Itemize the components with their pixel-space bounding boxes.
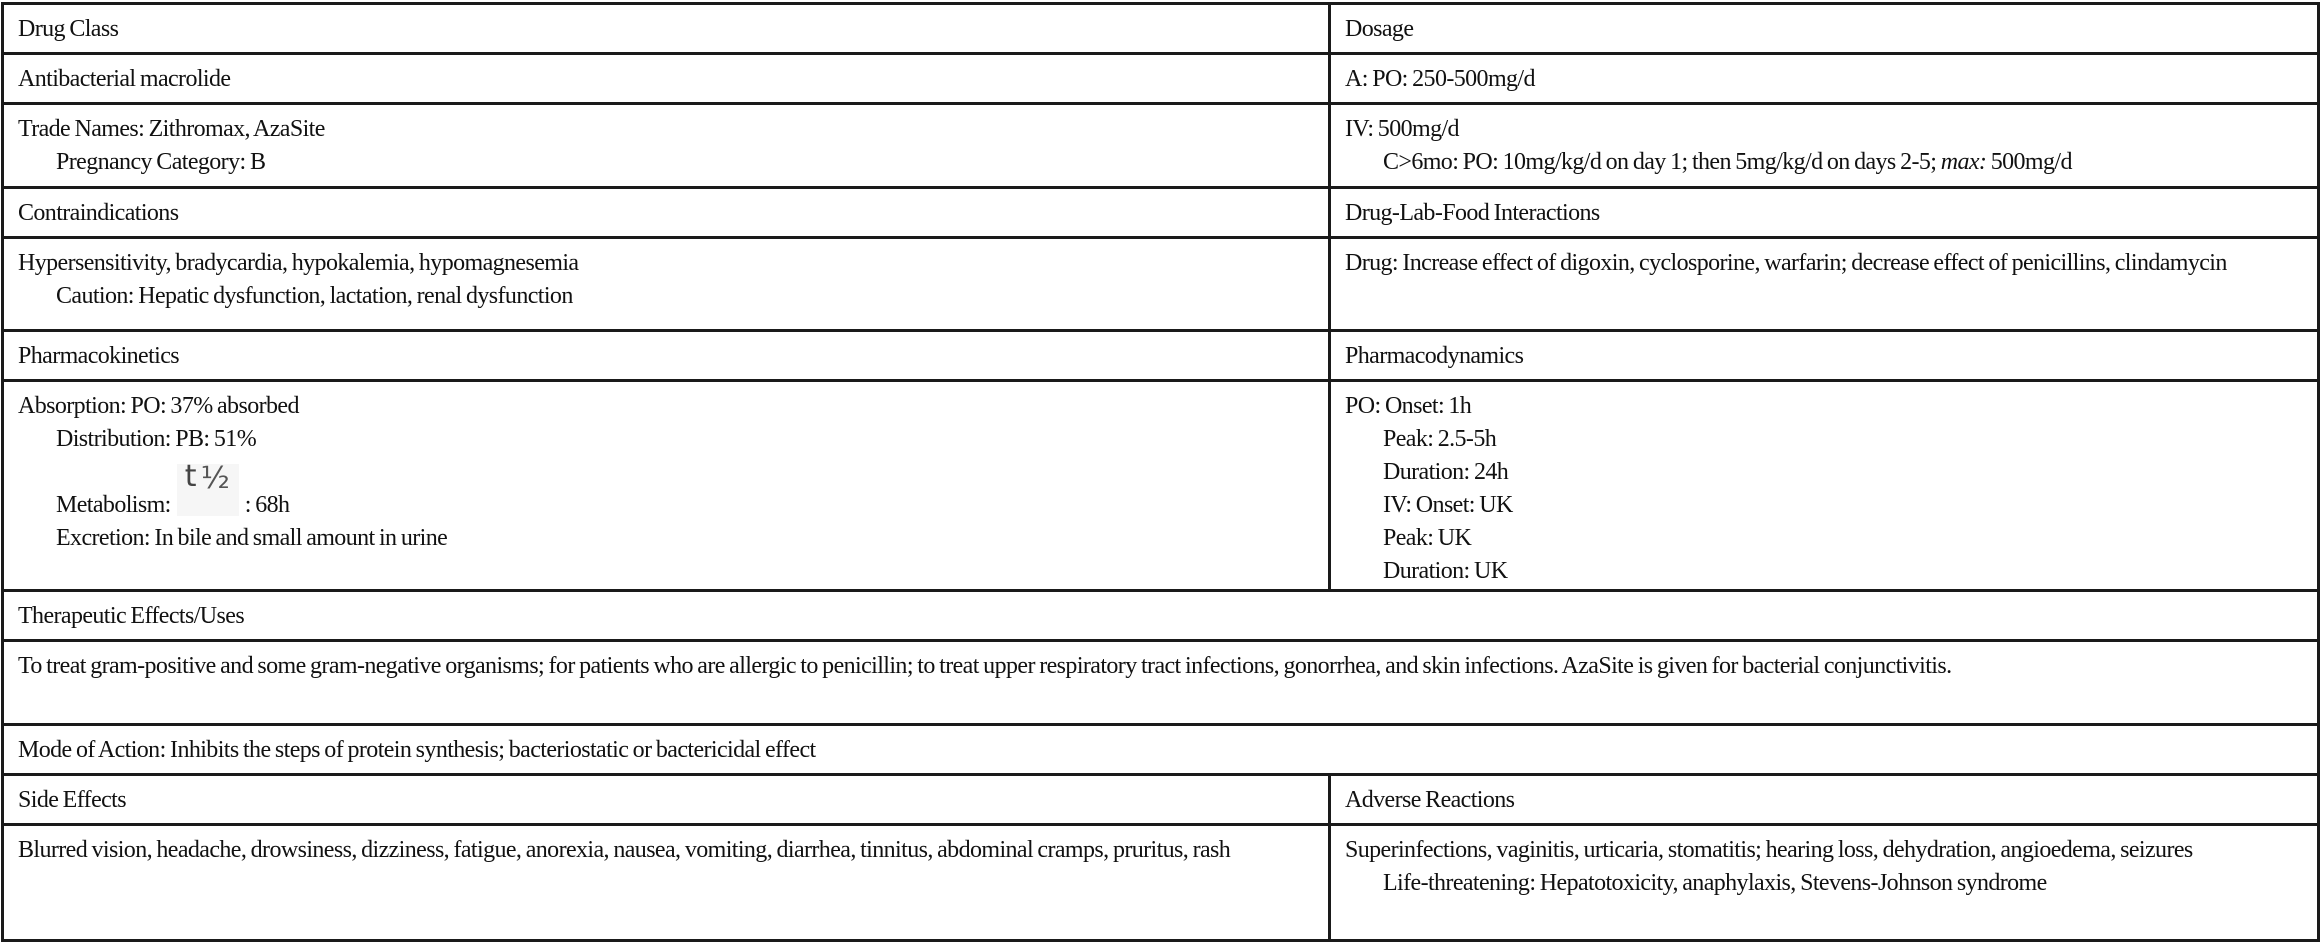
trade-names-cell bbox=[3, 104, 1330, 188]
pd-iv-duration: Duration: UK bbox=[1383, 558, 1508, 584]
table-row bbox=[3, 54, 2319, 104]
drug-card-table bbox=[1, 2, 2320, 942]
side-effects-value: Blurred vision, headache, drowsiness, dizziness, fatigue, anorexia, nausea, vomiting, diarrhea, tinnitus, abdominal cramps, pruritus, rash bbox=[18, 837, 1231, 863]
pd-po-onset: PO: Onset: 1h bbox=[1345, 393, 1472, 419]
half-life-t: t bbox=[184, 459, 197, 494]
therapeutic-value: To treat gram-positive and some gram-negative organisms; for patients who are allergic to penicillin; to treat upper respiratory tract infections, gonorrhea, and skin infections. AzaSite is given for bacterial conjunctivitis. bbox=[18, 653, 1952, 679]
side-effects-header: Side Effects bbox=[3, 775, 1330, 825]
pd-iv-peak: Peak: UK bbox=[1383, 525, 1472, 551]
half-life-fraction: ½ bbox=[200, 461, 230, 496]
table-row bbox=[3, 725, 2319, 775]
mode-of-action: Mode of Action: Inhibits the steps of protein synthesis; bacteriostatic or bactericidal effect bbox=[3, 725, 2319, 775]
pharmacodynamics-cell bbox=[1330, 381, 2319, 591]
drug-class-header: Drug Class bbox=[3, 4, 1330, 54]
pregnancy-category: Pregnancy Category: B bbox=[56, 149, 266, 175]
dosage-max-label: max: bbox=[1940, 149, 1987, 175]
half-life-icon bbox=[177, 459, 239, 516]
table-row bbox=[3, 641, 2319, 725]
drug-class-value: Antibacterial macrolide bbox=[3, 54, 1330, 104]
therapeutic-header: Therapeutic Effects/Uses bbox=[3, 591, 2319, 641]
dosage-child bbox=[1345, 146, 2303, 179]
table-row bbox=[3, 591, 2319, 641]
table-row bbox=[3, 188, 2319, 238]
dosage-max-value: 500mg/d bbox=[1986, 149, 2072, 175]
interactions-drug: Drug: Increase effect of digoxin, cyclosporine, warfarin; decrease effect of penicillins, clindamycin bbox=[1345, 250, 2227, 276]
pharmacokinetics-header: Pharmacokinetics bbox=[3, 331, 1330, 381]
trade-names: Trade Names: Zithromax, AzaSite bbox=[18, 116, 325, 142]
adverse-reactions-cell bbox=[1330, 825, 2319, 941]
side-effects-cell bbox=[3, 825, 1330, 941]
pd-iv-onset: IV: Onset: UK bbox=[1383, 492, 1513, 518]
table-row bbox=[3, 775, 2319, 825]
pd-po-duration: Duration: 24h bbox=[1383, 459, 1509, 485]
contraindications-value: Hypersensitivity, bradycardia, hypokalemia, hypomagnesemia bbox=[18, 250, 579, 276]
table-row bbox=[3, 331, 2319, 381]
dosage-adult-po: A: PO: 250-500mg/d bbox=[1330, 54, 2319, 104]
contraindications-cell bbox=[3, 238, 1330, 331]
adverse-reactions-header: Adverse Reactions bbox=[1330, 775, 2319, 825]
table-row bbox=[3, 238, 2319, 331]
adverse-reactions-value: Superinfections, vaginitis, urticaria, stomatitis; hearing loss, dehydration, angioedema, seizures bbox=[1345, 837, 2193, 863]
adverse-life-threatening: Life-threatening: Hepatotoxicity, anaphylaxis, Stevens-Johnson syndrome bbox=[1383, 870, 2047, 896]
pk-excretion: Excretion: In bile and small amount in urine bbox=[56, 525, 448, 551]
pk-metabolism-value: : 68h bbox=[244, 492, 290, 518]
dosage-iv: IV: 500mg/d bbox=[1345, 116, 1459, 142]
interactions-cell bbox=[1330, 238, 2319, 331]
pk-metabolism bbox=[18, 459, 1314, 522]
dosage-header: Dosage bbox=[1330, 4, 2319, 54]
pharmacokinetics-cell bbox=[3, 381, 1330, 591]
pd-po-peak: Peak: 2.5-5h bbox=[1383, 426, 1497, 452]
pk-metabolism-label: Metabolism: bbox=[56, 492, 171, 518]
table-row bbox=[3, 825, 2319, 941]
therapeutic-cell bbox=[3, 641, 2319, 725]
pharmacodynamics-header: Pharmacodynamics bbox=[1330, 331, 2319, 381]
table-row bbox=[3, 4, 2319, 54]
dosage-iv-cell bbox=[1330, 104, 2319, 188]
table-row bbox=[3, 381, 2319, 591]
contraindications-caution: Caution: Hepatic dysfunction, lactation, renal dysfunction bbox=[56, 283, 573, 309]
contraindications-header: Contraindications bbox=[3, 188, 1330, 238]
pk-absorption: Absorption: PO: 37% absorbed bbox=[18, 393, 299, 419]
interactions-header: Drug-Lab-Food Interactions bbox=[1330, 188, 2319, 238]
dosage-child-text: C>6mo: PO: 10mg/kg/d on day 1; then 5mg/kg/d on days 2-5; bbox=[1383, 149, 1941, 175]
table-row bbox=[3, 104, 2319, 188]
pk-distribution: Distribution: PB: 51% bbox=[56, 426, 257, 452]
